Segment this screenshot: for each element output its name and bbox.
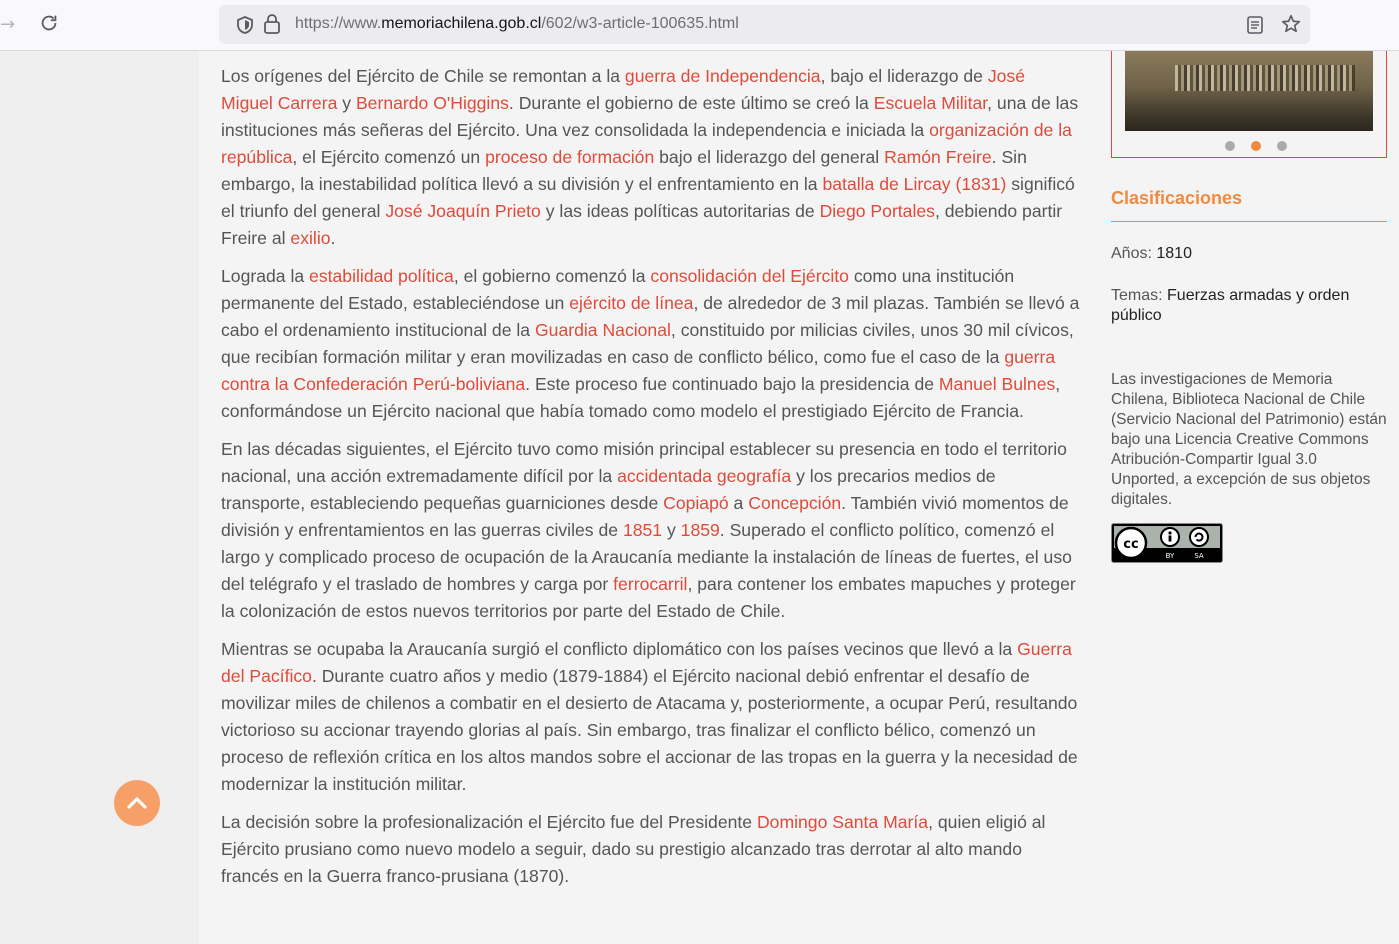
article-text: . Este proceso fue continuado bajo la presidencia de (525, 374, 939, 394)
article-text: y (662, 520, 681, 540)
topics-value[interactable]: Fuerzas armadas y orden público (1111, 287, 1350, 324)
article-text: , conformándose un Ejército nacional que había tomado como modelo el prestigiado Ejército de Francia. (221, 374, 1061, 421)
gallery-photo[interactable] (1125, 51, 1373, 131)
article-link[interactable]: 1859 (680, 520, 720, 540)
shield-icon[interactable] (235, 15, 255, 35)
article-link[interactable]: Guerra del Pacífico (221, 639, 1072, 686)
bookmark-star-icon[interactable] (1280, 13, 1302, 35)
gallery-dots (1225, 141, 1287, 151)
chevron-up-icon (124, 790, 150, 816)
topics-row (1111, 286, 1387, 326)
paragraph-4 (221, 636, 1081, 798)
gallery-dot-1[interactable] (1225, 141, 1235, 151)
image-gallery (1111, 51, 1387, 158)
forward-icon[interactable]: → (0, 14, 16, 35)
article-text: La decisión sobre la profesionalización el Ejército fue del Presidente (221, 812, 757, 832)
article-link[interactable]: guerra contra la Confederación Perú-boliviana (221, 347, 1056, 394)
paragraph-5 (221, 809, 1081, 890)
article-link[interactable]: 1851 (622, 520, 663, 540)
article-link[interactable]: guerra de Independencia (624, 66, 821, 86)
article-link[interactable]: consolidación del Ejército (650, 266, 849, 286)
article-link[interactable]: José Joaquín Prieto (385, 201, 541, 221)
article-text: , para contener los embates mapuches y proteger la colonización de estos nuevos territorios por parte del Estado de Chile. (221, 574, 1076, 621)
article-link[interactable]: organización de la república (221, 120, 1072, 167)
article-text: y los precarios medios de transporte, estableciendo pequeñas guarniciones desde (221, 466, 996, 513)
article-link[interactable]: Escuela Militar (873, 93, 988, 113)
article-text: . También vivió momentos de división y enfrentamientos en las guerras civiles de (221, 493, 1069, 540)
article-link[interactable]: ferrocarril (613, 574, 688, 594)
article-text: . (330, 228, 336, 248)
article-text: y (337, 93, 356, 113)
scroll-to-top-button[interactable] (114, 780, 160, 826)
url-host: memoriachilena.gob.cl (381, 15, 542, 32)
article-link[interactable]: Guardia Nacional (534, 320, 671, 340)
article-text: , quien eligió al Ejército prusiano como nuevo modelo a seguir, dado su prestigio alcanzado tras derrotar al alto mando francés en la Guerra franco-prusiana (1870). (221, 812, 1046, 886)
cc-by-label: BY (1165, 552, 1175, 560)
article-link[interactable]: Domingo Santa María (756, 812, 929, 832)
article-text: . Superado el conflicto político, comenzó el largo y complicado proceso de ocupación de la Araucanía mediante la instalación de líneas de fuertes, el uso del telégrafo y el traslado de hombres y carga por (221, 520, 1072, 594)
years-label: Años: (1111, 245, 1152, 262)
gallery-dot-2[interactable] (1251, 141, 1261, 151)
article-text: Lograda la (221, 266, 310, 286)
lock-icon[interactable] (263, 14, 281, 34)
article-text: a (728, 493, 749, 513)
article-link[interactable]: accidentada geografía (617, 466, 792, 486)
article-text: Los orígenes del Ejército de Chile se remontan a la (221, 66, 625, 86)
url-prefix: https://www. (295, 15, 382, 32)
gallery-dot-3[interactable] (1277, 141, 1287, 151)
article-link[interactable]: batalla de Lircay (1831) (822, 174, 1007, 194)
classifications-title: Clasificaciones (1111, 188, 1387, 222)
article-text: , el gobierno comenzó la (453, 266, 651, 286)
article-link[interactable]: Ramón Freire (884, 147, 992, 167)
article-link[interactable]: José Miguel Carrera (221, 66, 1026, 113)
left-gutter (0, 51, 199, 944)
article-text: En las décadas siguientes, el Ejército tuvo como misión principal establecer su presencia en todo el territorio nacional, una acción extremadamente difícil por la (221, 439, 1067, 486)
article-text: , bajo el liderazgo de (820, 66, 988, 86)
creative-commons-badge[interactable] (1111, 523, 1223, 563)
article-text: , el Ejército comenzó un (292, 147, 486, 167)
article-text: bajo el liderazgo del general (654, 147, 885, 167)
article-text: . Sin embargo, la inestabilidad política llevó a su división y el enfrentamiento en la (221, 147, 1027, 194)
article-text: como una institución permanente del Estado, estableciéndose un (221, 266, 1015, 313)
article-text: . Durante el gobierno de este último se creó la (508, 93, 874, 113)
paragraph-1 (221, 63, 1081, 252)
article-text: . Durante cuatro años y medio (1879-1884) el Ejército nacional debió enfrentar el desafío de movilizar miles de chilenos a combatir en el desierto de Atacama y, posteriormente, a ocupar Perú, resultando victorioso su accionar trayendo glorias al país. Sin embargo, tras finalizar el conflicto bélico, comenzó un proceso de reflexión crítica en los altos mandos sobre el accionar de las tropas en la guerra y la necesidad de modernizar la institución militar. (221, 666, 1078, 794)
browser-toolbar (0, 0, 1399, 51)
svg-text:cc: cc (1123, 537, 1139, 552)
paragraph-2 (221, 263, 1081, 425)
article-link[interactable]: Diego Portales (819, 201, 935, 221)
article-link[interactable]: Bernardo O'Higgins (355, 93, 509, 113)
article-link[interactable]: ejército de línea (569, 293, 694, 313)
article-link[interactable]: estabilidad política (309, 266, 454, 286)
article-text: , debiendo partir Freire al (221, 201, 1063, 248)
article-text: , de alrededor de 3 mil plazas. También se llevó a cabo el ordenamiento institucional de la (221, 293, 1080, 340)
years-value[interactable]: 1810 (1156, 245, 1192, 262)
url-text[interactable] (295, 15, 739, 33)
topics-label: Temas: (1111, 287, 1163, 304)
url-bar[interactable] (219, 5, 1310, 44)
article-link[interactable]: Concepción (748, 493, 842, 513)
paragraph-3 (221, 436, 1081, 625)
reader-view-icon[interactable] (1246, 15, 1264, 35)
article-link[interactable]: Copiapó (663, 493, 729, 513)
url-path: /602/w3-article-100635.html (541, 15, 739, 32)
article-text: , una de las instituciones más señeras del Ejército. Una vez consolidada la independencia e iniciada la (221, 93, 1079, 140)
cc-sa-label: SA (1194, 552, 1204, 560)
article-text: Mientras se ocupaba la Araucanía surgió el conflicto diplomático con los países vecinos que llevó a la (221, 639, 1018, 659)
reload-icon[interactable] (38, 12, 60, 34)
license-text: Las investigaciones de Memoria Chilena, Biblioteca Nacional de Chile (Servicio Nacional del Patrimonio) están bajo una Licencia Creative Commons Atribución-Compartir Igual 3.0 Unported, a excepción de sus objetos digitales. (1111, 371, 1387, 508)
years-row (1111, 244, 1387, 264)
article-link[interactable]: proceso de formación (485, 147, 655, 167)
photo-figures (1175, 65, 1355, 91)
article-link[interactable]: Manuel Bulnes (938, 374, 1056, 394)
article-body (221, 63, 1081, 901)
article-link[interactable]: exilio (290, 228, 331, 248)
article-text: y las ideas políticas autoritarias de (540, 201, 820, 221)
article-text: significó el triunfo del general (221, 174, 1075, 221)
article-text: , constituido por milicias civiles, unos 30 mil cívicos, que recibían formación militar y eran movilizadas en caso de conflicto bélico, como fue el caso de la (221, 320, 1074, 367)
